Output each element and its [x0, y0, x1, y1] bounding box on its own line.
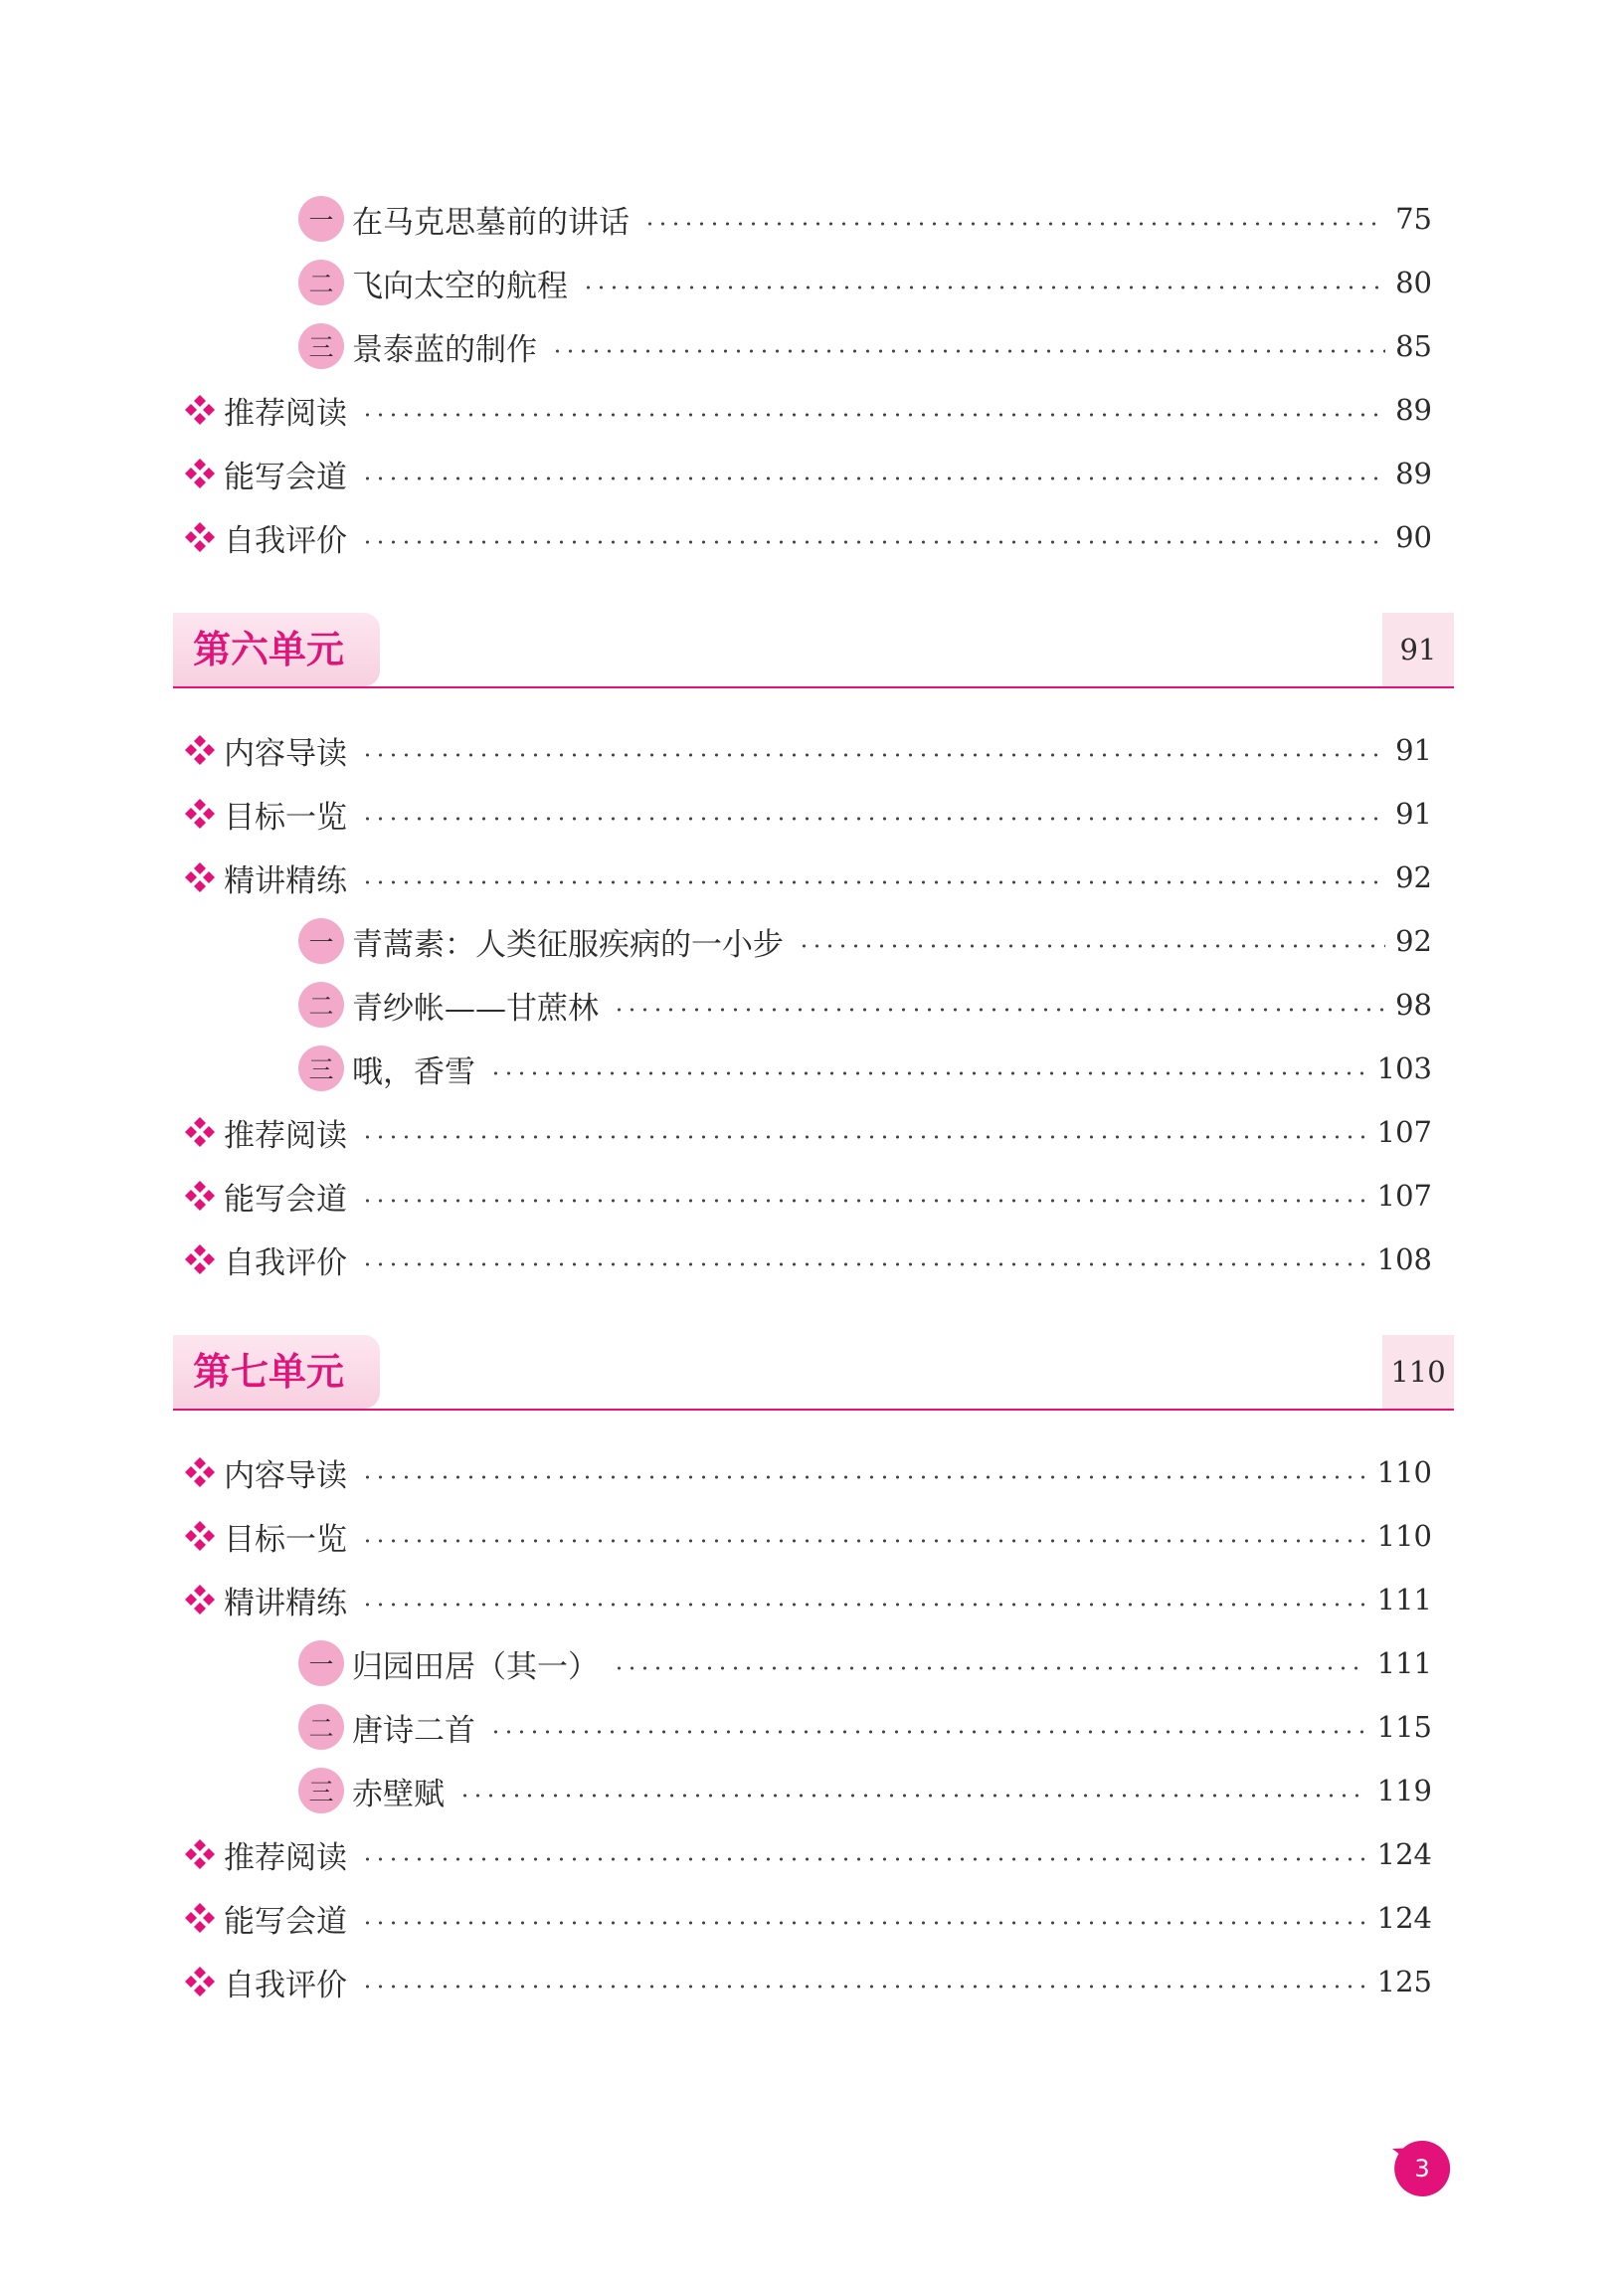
dot-leader: [643, 222, 1385, 226]
dot-leader: [361, 1539, 1367, 1543]
four-diamond-bullet-icon: [184, 1902, 216, 1934]
four-diamond-bullet-icon: [184, 798, 216, 830]
page-ref: 91: [1395, 797, 1432, 831]
lesson-title: 哦，香雪: [352, 1053, 475, 1090]
toc-lesson-entry[interactable]: [298, 913, 1432, 969]
toc-section-entry[interactable]: [184, 722, 1432, 778]
page-ref: 89: [1395, 457, 1432, 490]
lesson-title: 归园田居（其一）: [352, 1648, 599, 1685]
dot-leader: [361, 1921, 1367, 1925]
page-ref: 115: [1376, 1710, 1432, 1744]
four-diamond-bullet-icon: [184, 1243, 216, 1275]
page-ref: 75: [1395, 202, 1432, 236]
toc-section-entry[interactable]: [184, 1826, 1432, 1882]
dot-leader: [361, 413, 1385, 417]
section-title: 内容导读: [224, 1457, 347, 1494]
dot-leader: [582, 285, 1385, 289]
section-title: 目标一览: [224, 1521, 347, 1558]
four-diamond-bullet-icon: [184, 861, 216, 893]
dot-leader: [361, 753, 1385, 757]
toc-section-entry[interactable]: [184, 1508, 1432, 1564]
dot-leader: [613, 1008, 1385, 1012]
toc-lesson-entry[interactable]: [298, 1041, 1432, 1096]
four-diamond-bullet-icon: [184, 394, 216, 426]
toc-section-entry[interactable]: [184, 1572, 1432, 1627]
page-ref: 103: [1376, 1051, 1432, 1085]
toc-lesson-entry[interactable]: [298, 1763, 1432, 1818]
section-title: 自我评价: [224, 522, 347, 559]
lesson-number-badge: 二: [298, 1704, 344, 1750]
page-number-badge: [1390, 2137, 1454, 2200]
toc-section-entry[interactable]: [184, 446, 1432, 501]
page-ref: 108: [1376, 1242, 1432, 1276]
toc-lesson-entry[interactable]: [298, 1699, 1432, 1755]
page-ref: 98: [1395, 988, 1432, 1022]
unit-header[interactable]: [173, 613, 1454, 688]
lesson-number-badge: 三: [298, 1768, 344, 1813]
section-title: 推荐阅读: [224, 395, 347, 432]
lesson-number-badge: 三: [298, 1045, 344, 1091]
four-diamond-bullet-icon: [184, 1520, 216, 1552]
toc-lesson-entry[interactable]: [298, 255, 1432, 310]
four-diamond-bullet-icon: [184, 1456, 216, 1488]
section-title: 推荐阅读: [224, 1117, 347, 1154]
dot-leader: [361, 1475, 1367, 1479]
page-number: 3: [1414, 2155, 1430, 2183]
dot-leader: [361, 1262, 1367, 1266]
page-ref: 92: [1395, 924, 1432, 958]
page-ref: 91: [1395, 733, 1432, 767]
four-diamond-bullet-icon: [184, 1180, 216, 1212]
lesson-number-badge: 三: [298, 323, 344, 369]
page-ref: 124: [1376, 1837, 1432, 1871]
unit-page: 91: [1382, 613, 1454, 686]
page-ref: 85: [1395, 329, 1432, 363]
lesson-title: 景泰蓝的制作: [352, 331, 537, 368]
lesson-number-badge: 一: [298, 1640, 344, 1686]
dot-leader: [361, 817, 1385, 821]
lesson-title: 青蒿素：人类征服疾病的一小步: [352, 926, 784, 963]
dot-leader: [361, 880, 1385, 884]
lesson-title: 飞向太空的航程: [352, 268, 568, 304]
lesson-number-badge: 一: [298, 196, 344, 242]
page-ref: 107: [1376, 1115, 1432, 1149]
section-title: 自我评价: [224, 1244, 347, 1281]
lesson-number-badge: 二: [298, 982, 344, 1028]
page-ref: 89: [1395, 393, 1432, 427]
four-diamond-bullet-icon: [184, 458, 216, 489]
dot-leader: [361, 1603, 1367, 1607]
four-diamond-bullet-icon: [184, 1838, 216, 1870]
dot-leader: [489, 1730, 1367, 1734]
toc-lesson-entry[interactable]: [298, 318, 1432, 374]
toc-section-entry[interactable]: [184, 786, 1432, 842]
toc-section-entry[interactable]: [184, 1168, 1432, 1224]
four-diamond-bullet-icon: [184, 1966, 216, 1997]
lesson-title: 唐诗二首: [352, 1712, 475, 1749]
dot-leader: [361, 1135, 1367, 1139]
dot-leader: [361, 540, 1385, 544]
lesson-title: 赤壁赋: [352, 1776, 445, 1812]
toc-section-entry[interactable]: [184, 1104, 1432, 1160]
page-ref: 107: [1376, 1179, 1432, 1213]
page-ref: 110: [1376, 1455, 1432, 1489]
dot-leader: [798, 944, 1385, 948]
toc-lesson-entry[interactable]: [298, 191, 1432, 247]
toc-lesson-entry[interactable]: [298, 1635, 1432, 1691]
unit-header[interactable]: [173, 1335, 1454, 1411]
section-title: 能写会道: [224, 1903, 347, 1940]
page-ref: 92: [1395, 860, 1432, 894]
section-title: 精讲精练: [224, 1585, 347, 1621]
four-diamond-bullet-icon: [184, 1116, 216, 1148]
unit-page: 110: [1382, 1335, 1454, 1409]
section-title: 能写会道: [224, 459, 347, 495]
page-ref: 119: [1376, 1774, 1432, 1807]
four-diamond-bullet-icon: [184, 521, 216, 553]
unit-divider: [173, 686, 1454, 688]
page-ref: 111: [1376, 1583, 1432, 1616]
dot-leader: [489, 1071, 1367, 1075]
page-ref: 80: [1395, 266, 1432, 299]
toc-section-entry[interactable]: [184, 382, 1432, 438]
toc-section-entry[interactable]: [184, 1954, 1432, 2009]
toc-lesson-entry[interactable]: [298, 977, 1432, 1033]
dot-leader: [361, 1199, 1367, 1203]
section-title: 推荐阅读: [224, 1839, 347, 1876]
section-title: 目标一览: [224, 799, 347, 836]
unit-divider: [173, 1409, 1454, 1411]
dot-leader: [613, 1666, 1367, 1670]
toc-section-entry[interactable]: [184, 509, 1432, 565]
section-title: 内容导读: [224, 735, 347, 772]
dot-leader: [361, 476, 1385, 480]
dot-leader: [458, 1794, 1367, 1798]
dot-leader: [551, 349, 1385, 353]
section-title: 精讲精练: [224, 862, 347, 899]
toc-section-entry[interactable]: [184, 850, 1432, 905]
lesson-number-badge: 二: [298, 260, 344, 305]
lesson-title: 青纱帐——甘蔗林: [352, 990, 599, 1027]
four-diamond-bullet-icon: [184, 1584, 216, 1615]
page-ref: 90: [1395, 520, 1432, 554]
page-ref: 111: [1376, 1646, 1432, 1680]
page-ref: 124: [1376, 1901, 1432, 1935]
toc-section-entry[interactable]: [184, 1890, 1432, 1946]
unit-title: 第六单元: [193, 628, 345, 671]
section-title: 能写会道: [224, 1181, 347, 1218]
toc-section-entry[interactable]: [184, 1232, 1432, 1287]
page-ref: 110: [1376, 1519, 1432, 1553]
toc-section-entry[interactable]: [184, 1444, 1432, 1500]
lesson-number-badge: 一: [298, 918, 344, 964]
four-diamond-bullet-icon: [184, 734, 216, 766]
section-title: 自我评价: [224, 1967, 347, 2003]
lesson-title: 在马克思墓前的讲话: [352, 204, 630, 241]
dot-leader: [361, 1985, 1367, 1989]
dot-leader: [361, 1857, 1367, 1861]
page-ref: 125: [1376, 1965, 1432, 1998]
unit-title: 第七单元: [193, 1350, 345, 1394]
